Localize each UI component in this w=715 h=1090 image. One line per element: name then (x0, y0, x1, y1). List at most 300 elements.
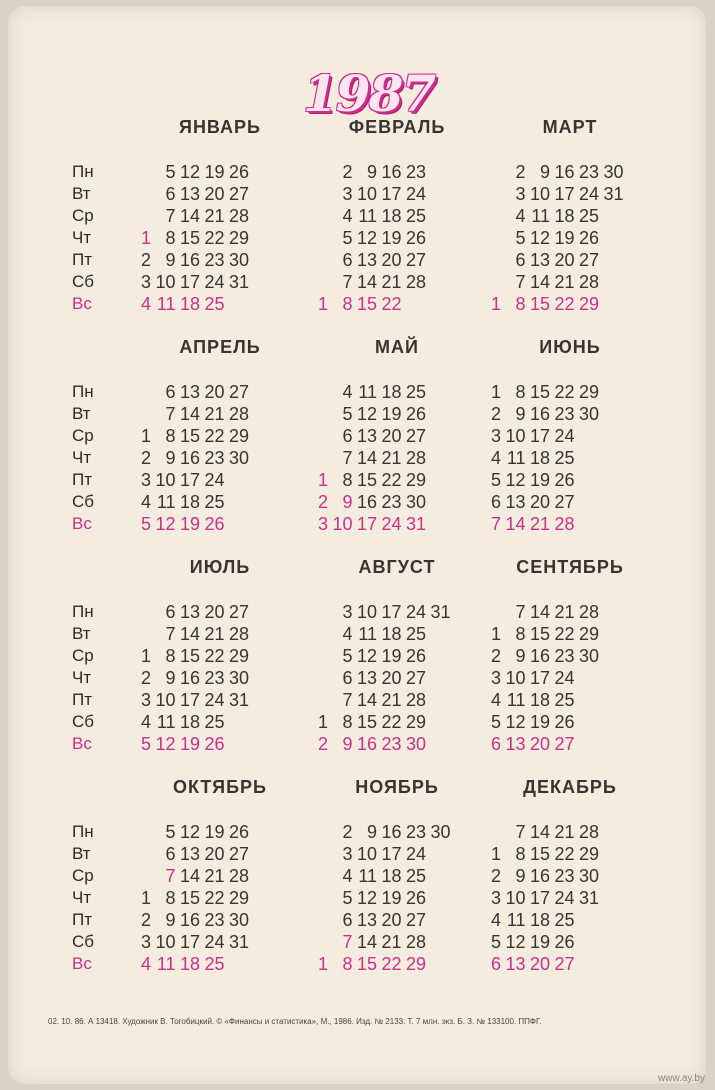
weekday-label: Чт (72, 448, 92, 467)
day-number: 27 (405, 910, 426, 930)
day-number: 31 (228, 272, 249, 292)
watermark: www.ay.by (657, 1073, 705, 1084)
day-number: 19 (381, 404, 402, 424)
day-number: 25 (578, 206, 599, 226)
day-number: 1 (317, 712, 328, 732)
day-number: 10 (356, 184, 377, 204)
month-name: АПРЕЛЬ (179, 337, 261, 357)
day-number: 3 (140, 470, 151, 490)
day-number: 10 (356, 602, 377, 622)
day-number: 31 (603, 184, 624, 204)
day-number: 12 (179, 822, 200, 842)
day-number: 8 (515, 844, 526, 864)
day-number: 6 (490, 954, 501, 974)
month-days (302, 154, 492, 314)
day-number: 18 (554, 206, 575, 226)
day-number: 22 (204, 426, 225, 446)
day-number: 6 (342, 668, 353, 688)
day-number: 30 (578, 646, 599, 666)
day-number: 28 (228, 404, 249, 424)
day-number: 8 (342, 470, 353, 490)
day-number: 5 (490, 470, 501, 490)
day-number: 13 (505, 734, 526, 754)
day-number: 11 (358, 866, 377, 886)
day-number: 23 (405, 162, 426, 182)
day-number: 27 (228, 602, 249, 622)
day-number: 7 (342, 932, 353, 952)
day-number: 6 (165, 184, 176, 204)
day-number: 26 (204, 514, 225, 534)
day-number: 19 (529, 470, 550, 490)
day-number: 28 (554, 514, 575, 534)
day-number: 7 (342, 272, 353, 292)
day-number: 3 (317, 514, 328, 534)
day-number: 22 (381, 954, 402, 974)
day-number: 25 (405, 624, 426, 644)
day-number: 1 (317, 294, 328, 314)
day-number: 25 (554, 910, 575, 930)
day-number: 6 (165, 382, 176, 402)
day-number: 19 (381, 228, 402, 248)
day-number: 26 (554, 932, 575, 952)
day-number: 21 (554, 602, 575, 622)
day-number: 11 (506, 448, 526, 468)
day-number: 8 (165, 426, 176, 446)
day-number: 15 (179, 228, 200, 248)
year-title: 1987 (303, 64, 435, 123)
day-number: 13 (179, 602, 200, 622)
day-number: 2 (490, 866, 501, 886)
day-number: 16 (381, 822, 402, 842)
day-number: 23 (554, 646, 575, 666)
weekday-label: Вс (72, 734, 92, 753)
month-days (302, 374, 492, 534)
day-number: 28 (228, 206, 249, 226)
day-number: 24 (554, 888, 575, 908)
day-number: 20 (381, 910, 402, 930)
day-number: 12 (356, 888, 377, 908)
day-number: 9 (165, 250, 176, 270)
weekday-label: Пн (72, 382, 94, 401)
day-number: 5 (342, 228, 353, 248)
day-number: 23 (405, 822, 426, 842)
day-number: 24 (204, 932, 225, 952)
day-number: 21 (204, 624, 225, 644)
day-number: 11 (156, 294, 176, 314)
weekday-label: Пт (72, 250, 93, 269)
day-number: 15 (529, 844, 550, 864)
day-number: 15 (529, 294, 550, 314)
day-number: 10 (155, 272, 176, 292)
day-number: 13 (356, 668, 377, 688)
day-number: 4 (342, 382, 353, 402)
day-number: 4 (342, 624, 353, 644)
day-number: 18 (381, 624, 402, 644)
day-number: 17 (179, 932, 200, 952)
day-number: 26 (228, 822, 249, 842)
day-number: 21 (381, 932, 402, 952)
day-number: 11 (358, 624, 377, 644)
day-number: 8 (342, 712, 353, 732)
weekday-label: Сб (72, 492, 95, 511)
day-number: 7 (515, 822, 526, 842)
day-number: 14 (529, 602, 550, 622)
day-number: 3 (140, 272, 151, 292)
day-number: 26 (578, 228, 599, 248)
day-number: 7 (165, 624, 176, 644)
day-number: 16 (529, 866, 550, 886)
day-number: 15 (529, 382, 550, 402)
day-number: 23 (204, 910, 225, 930)
day-number: 4 (515, 206, 526, 226)
day-number: 28 (405, 272, 426, 292)
day-number: 31 (405, 514, 426, 534)
day-number: 14 (356, 272, 377, 292)
day-number: 7 (165, 404, 176, 424)
day-number: 6 (490, 734, 501, 754)
day-number: 24 (405, 184, 426, 204)
day-number: 27 (554, 734, 575, 754)
day-number: 27 (405, 250, 426, 270)
day-number: 8 (515, 294, 526, 314)
day-number: 8 (165, 228, 176, 248)
day-number: 20 (381, 250, 402, 270)
day-number: 3 (490, 888, 501, 908)
day-number: 23 (204, 448, 225, 468)
day-number: 29 (228, 228, 249, 248)
day-number: 19 (179, 514, 200, 534)
weekday-label: Пт (72, 470, 93, 489)
weekday-label: Пт (72, 690, 93, 709)
day-number: 24 (405, 844, 426, 864)
day-number: 13 (356, 910, 377, 930)
day-number: 21 (554, 822, 575, 842)
day-number: 16 (356, 492, 377, 512)
day-number: 13 (356, 426, 377, 446)
day-number: 17 (529, 426, 550, 446)
day-number: 19 (554, 228, 575, 248)
day-number: 17 (356, 514, 377, 534)
day-number: 18 (179, 712, 200, 732)
day-number: 20 (204, 602, 225, 622)
day-number: 25 (405, 206, 426, 226)
day-number: 30 (228, 448, 249, 468)
day-number: 2 (317, 492, 328, 512)
day-number: 26 (405, 228, 426, 248)
day-number: 11 (531, 206, 550, 226)
day-number: 26 (204, 734, 225, 754)
day-number: 15 (179, 888, 200, 908)
day-number: 4 (490, 448, 501, 468)
day-number: 29 (578, 382, 599, 402)
weekday-label: Сб (72, 272, 95, 291)
day-number: 16 (179, 448, 200, 468)
day-number: 9 (366, 822, 377, 842)
day-number: 18 (179, 492, 200, 512)
day-number: 15 (356, 954, 377, 974)
day-number: 7 (490, 514, 501, 534)
day-number: 26 (554, 712, 575, 732)
day-number: 30 (603, 162, 624, 182)
day-number: 10 (155, 932, 176, 952)
day-number: 17 (529, 888, 550, 908)
day-number: 18 (179, 294, 200, 314)
day-number: 29 (228, 646, 249, 666)
day-number: 1 (140, 888, 151, 908)
day-number: 31 (578, 888, 599, 908)
day-number: 2 (317, 734, 328, 754)
day-number: 4 (140, 294, 151, 314)
day-number: 19 (529, 932, 550, 952)
day-number: 8 (165, 888, 176, 908)
day-number: 20 (529, 492, 550, 512)
day-number: 20 (529, 734, 550, 754)
day-number: 25 (204, 712, 225, 732)
day-number: 18 (381, 206, 402, 226)
day-number: 22 (204, 228, 225, 248)
day-number: 30 (405, 492, 426, 512)
day-number: 26 (405, 646, 426, 666)
day-number: 6 (342, 250, 353, 270)
day-number: 19 (204, 162, 225, 182)
day-number: 7 (342, 448, 353, 468)
day-number: 21 (204, 404, 225, 424)
day-number: 4 (490, 690, 501, 710)
day-number: 17 (381, 844, 402, 864)
day-number: 3 (342, 184, 353, 204)
day-number: 31 (228, 690, 249, 710)
day-number: 18 (381, 866, 402, 886)
day-number: 12 (155, 514, 176, 534)
month-name: ФЕВРАЛЬ (348, 117, 446, 137)
day-number: 18 (381, 382, 402, 402)
month-name: ДЕКАБРЬ (523, 777, 617, 797)
weekday-label: Чт (72, 888, 92, 907)
day-number: 12 (505, 932, 526, 952)
day-number: 2 (140, 668, 151, 688)
day-number: 25 (204, 294, 225, 314)
day-number: 14 (356, 932, 377, 952)
day-number: 14 (179, 866, 200, 886)
day-number: 19 (381, 646, 402, 666)
day-number: 8 (515, 624, 526, 644)
weekday-labels (72, 821, 132, 975)
day-number: 12 (505, 470, 526, 490)
weekday-label: Ср (72, 646, 94, 665)
day-number: 17 (179, 272, 200, 292)
day-number: 27 (554, 954, 575, 974)
day-number: 2 (140, 448, 151, 468)
day-number: 28 (578, 272, 599, 292)
day-number: 1 (140, 646, 151, 666)
day-number: 28 (578, 822, 599, 842)
day-number: 9 (342, 734, 353, 754)
day-number: 22 (554, 382, 575, 402)
day-number: 5 (515, 228, 526, 248)
day-number: 27 (228, 184, 249, 204)
day-number: 28 (228, 624, 249, 644)
day-number: 9 (515, 866, 526, 886)
day-number: 29 (228, 888, 249, 908)
day-number: 15 (356, 294, 377, 314)
day-number: 10 (332, 514, 353, 534)
day-number: 11 (156, 954, 176, 974)
month-name: МАЙ (375, 337, 419, 357)
day-number: 5 (165, 162, 176, 182)
day-number: 9 (515, 404, 526, 424)
day-number: 5 (165, 822, 176, 842)
day-number: 3 (490, 668, 501, 688)
day-number: 12 (356, 404, 377, 424)
day-number: 23 (204, 668, 225, 688)
month-name: ИЮЛЬ (189, 557, 251, 577)
weekday-label: Чт (72, 228, 92, 247)
day-number: 2 (140, 910, 151, 930)
day-number: 6 (342, 426, 353, 446)
day-number: 25 (405, 866, 426, 886)
weekday-label: Пт (72, 910, 93, 929)
day-number: 27 (405, 668, 426, 688)
month-name: АВГУСТ (358, 557, 436, 577)
weekday-label: Ср (72, 866, 94, 885)
day-number: 11 (156, 492, 176, 512)
day-number: 22 (381, 294, 402, 314)
month-days (475, 594, 665, 754)
day-number: 12 (179, 162, 200, 182)
day-number: 30 (405, 734, 426, 754)
day-number: 30 (228, 668, 249, 688)
day-number: 13 (505, 492, 526, 512)
day-number: 16 (179, 910, 200, 930)
day-number: 15 (529, 624, 550, 644)
day-number: 26 (405, 404, 426, 424)
day-number: 22 (381, 712, 402, 732)
day-number: 1 (140, 426, 151, 446)
day-number: 12 (356, 646, 377, 666)
day-number: 7 (515, 272, 526, 292)
day-number: 10 (356, 844, 377, 864)
day-number: 5 (140, 734, 151, 754)
month-name: ИЮНЬ (539, 337, 601, 357)
day-number: 1 (490, 844, 501, 864)
day-number: 12 (529, 228, 550, 248)
day-number: 16 (381, 162, 402, 182)
day-number: 17 (179, 470, 200, 490)
day-number: 19 (204, 822, 225, 842)
day-number: 28 (405, 448, 426, 468)
day-number: 7 (342, 690, 353, 710)
day-number: 3 (515, 184, 526, 204)
day-number: 21 (204, 866, 225, 886)
day-number: 19 (381, 888, 402, 908)
day-number: 18 (529, 690, 550, 710)
day-number: 13 (179, 844, 200, 864)
day-number: 19 (529, 712, 550, 732)
day-number: 13 (505, 954, 526, 974)
day-number: 21 (529, 514, 550, 534)
day-number: 25 (554, 448, 575, 468)
day-number: 17 (179, 690, 200, 710)
month-days (475, 374, 665, 534)
day-number: 22 (554, 294, 575, 314)
day-number: 21 (554, 272, 575, 292)
day-number: 11 (358, 206, 377, 226)
day-number: 8 (515, 382, 526, 402)
day-number: 26 (228, 162, 249, 182)
day-number: 15 (356, 470, 377, 490)
day-number: 6 (342, 910, 353, 930)
day-number: 13 (356, 250, 377, 270)
weekday-label: Вс (72, 294, 92, 313)
day-number: 12 (505, 712, 526, 732)
day-number: 23 (381, 734, 402, 754)
weekday-label: Вс (72, 954, 92, 973)
day-number: 29 (405, 712, 426, 732)
day-number: 17 (381, 602, 402, 622)
month-days (475, 154, 665, 314)
day-number: 23 (554, 866, 575, 886)
day-number: 14 (356, 690, 377, 710)
day-number: 9 (165, 448, 176, 468)
day-number: 13 (179, 184, 200, 204)
day-number: 21 (381, 272, 402, 292)
day-number: 11 (506, 690, 526, 710)
day-number: 5 (490, 932, 501, 952)
day-number: 24 (554, 426, 575, 446)
day-number: 7 (165, 206, 176, 226)
day-number: 28 (405, 690, 426, 710)
day-number: 5 (342, 646, 353, 666)
imprint-line: 02. 10. 86. А 13418. Художник В. Тогобицкий. © «Финансы и статистика», М., 1986. Изд. № 2133. Т. 7 млн. экз. Б. З. № 133100. ППФГ. (48, 1017, 542, 1026)
day-number: 25 (204, 954, 225, 974)
day-number: 11 (156, 712, 176, 732)
day-number: 14 (179, 206, 200, 226)
day-number: 22 (204, 888, 225, 908)
day-number: 2 (515, 162, 526, 182)
day-number: 16 (529, 404, 550, 424)
day-number: 6 (490, 492, 501, 512)
day-number: 20 (554, 250, 575, 270)
weekday-label: Ср (72, 206, 94, 225)
day-number: 2 (342, 822, 353, 842)
day-number: 26 (405, 888, 426, 908)
day-number: 21 (204, 206, 225, 226)
day-number: 22 (554, 624, 575, 644)
day-number: 1 (317, 954, 328, 974)
day-number: 24 (578, 184, 599, 204)
weekday-label: Пн (72, 822, 94, 841)
day-number: 8 (165, 646, 176, 666)
day-number: 27 (405, 426, 426, 446)
day-number: 9 (342, 492, 353, 512)
day-number: 10 (505, 888, 526, 908)
day-number: 29 (578, 844, 599, 864)
day-number: 28 (578, 602, 599, 622)
day-number: 29 (228, 426, 249, 446)
day-number: 2 (490, 646, 501, 666)
day-number: 30 (578, 404, 599, 424)
weekday-label: Ср (72, 426, 94, 445)
day-number: 13 (179, 382, 200, 402)
day-number: 18 (529, 910, 550, 930)
day-number: 16 (179, 668, 200, 688)
month-name: СЕНТЯБРЬ (516, 557, 624, 577)
day-number: 3 (490, 426, 501, 446)
day-number: 20 (204, 844, 225, 864)
day-number: 24 (405, 602, 426, 622)
day-number: 6 (165, 602, 176, 622)
day-number: 17 (554, 184, 575, 204)
